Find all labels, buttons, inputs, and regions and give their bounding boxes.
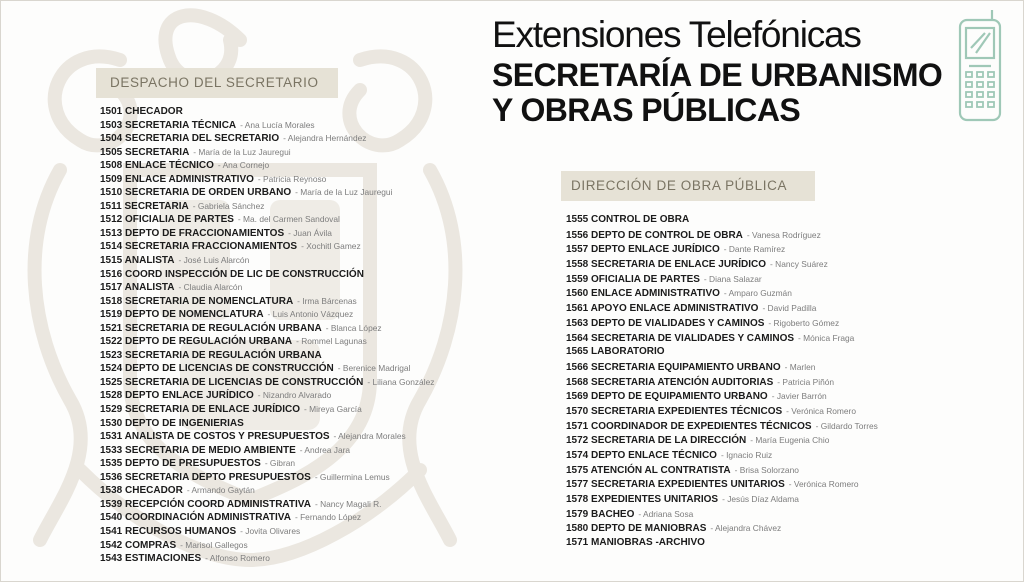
list-item [100, 295, 434, 309]
extension-label: 1578 EXPEDIENTES UNITARIOS [566, 494, 719, 506]
list-item [100, 511, 434, 525]
extension-label: 1580 DEPTO DE MANIOBRAS [566, 523, 707, 535]
contact-name: - Berenice Madrigal [337, 363, 411, 374]
list-item [100, 213, 434, 227]
contact-name: - Alejandra Hernández [283, 133, 367, 144]
extension-label: 1515 ANALISTA [100, 255, 175, 267]
extension-label: 1556 DEPTO DE CONTROL DE OBRA [566, 229, 743, 241]
extension-label: 1530 DEPTO DE INGENIERIAS [100, 417, 244, 429]
list-item [100, 444, 434, 458]
list-item [566, 316, 878, 331]
contact-name: - Marlen [784, 361, 816, 372]
contact-name: - Nizandro Alvarado [257, 390, 332, 401]
extension-label: 1509 ENLACE ADMINISTRATIVO [100, 173, 254, 185]
extension-label: 1561 APOYO ENLACE ADMINISTRATIVO [566, 303, 759, 315]
contact-name: - Ma. del Carmen Sandoval [237, 214, 340, 225]
extension-label: 1525 SECRETARIA DE LICENCIAS DE CONSTRUCCIÓN [100, 376, 364, 388]
contact-name: - Guillermina Lemus [314, 471, 390, 482]
extension-label: 1501 CHECADOR [100, 106, 183, 117]
extension-label: 1565 LABORATORIO [566, 346, 665, 358]
extension-label: 1560 ENLACE ADMINISTRATIVO [566, 288, 720, 300]
contact-name: - Alejandra Morales [333, 431, 406, 442]
extension-label: 1531 ANALISTA DE COSTOS Y PRESUPUESTOS [100, 431, 330, 443]
contact-name: - María de la Luz Jauregui [193, 146, 291, 157]
extension-label: 1541 RECURSOS HUMANOS [100, 525, 237, 537]
extension-label: 1570 SECRETARIA EXPEDIENTES TÉCNICOS [566, 405, 783, 417]
extension-label: 1542 COMPRAS [100, 539, 177, 551]
contact-name: - Dante Ramírez [723, 244, 786, 255]
contact-name: - Verónica Romero [788, 479, 859, 490]
contact-name: - Jesús Díaz Aldama [722, 494, 799, 505]
contact-name: - Gildardo Torres [815, 420, 878, 431]
contact-name: - Nancy Suárez [770, 259, 828, 270]
contact-name: - Patricia Piñón [777, 376, 835, 387]
contact-name: - Mireya García [304, 404, 362, 415]
list-item [100, 498, 434, 512]
list-item [566, 477, 878, 492]
extension-label: 1569 DEPTO DE EQUIPAMIENTO URBANO [566, 391, 768, 403]
extension-label: 1517 ANALISTA [100, 282, 175, 294]
list-item [100, 335, 434, 349]
contact-name: - Alfonso Romero [205, 553, 270, 564]
extension-label: 1564 SECRETARIA DE VIALIDADES Y CAMINOS [566, 332, 795, 344]
extension-label: 1521 SECRETARIA DE REGULACIÓN URBANA [100, 322, 322, 334]
list-item [100, 308, 434, 322]
list-item [566, 536, 878, 551]
section-title-despacho: DESPACHO DEL SECRETARIO [96, 68, 338, 98]
list-item [100, 227, 434, 241]
extension-label: 1533 SECRETARIA DE MEDIO AMBIENTE [100, 444, 296, 456]
contact-name: - Rommel Lagunas [296, 336, 367, 347]
extension-label: 1557 DEPTO ENLACE JURÍDICO [566, 244, 720, 256]
extension-label: 1571 COORDINADOR DE EXPEDIENTES TÉCNICOS [566, 420, 812, 432]
extension-label: 1514 SECRETARIA FRACCIONAMIENTOS [100, 241, 298, 253]
list-item [100, 186, 434, 200]
list-item [100, 159, 434, 173]
contact-name: - Vanesa Rodríguez [746, 229, 821, 240]
contact-name: - Verónica Romero [786, 405, 856, 416]
extension-label: 1568 SECRETARIA ATENCIÓN AUDITORIAS [566, 376, 774, 388]
extension-label: 1571 MANIOBRAS -ARCHIVO [566, 537, 705, 549]
list-item [566, 331, 878, 346]
extension-label: 1518 SECRETARIA DE NOMENCLATURA [100, 295, 294, 307]
extension-label: 1512 OFICIALIA DE PARTES [100, 214, 234, 226]
contact-name: - David Padilla [762, 303, 817, 314]
extension-label: 1536 SECRETARIA DEPTO PRESUPUESTOS [100, 471, 311, 483]
contact-name: - Jovita Olivares [240, 525, 301, 536]
list-item [566, 404, 878, 419]
extension-label: 1575 ATENCIÓN AL CONTRATISTA [566, 464, 731, 476]
extension-label: 1538 CHECADOR [100, 485, 183, 497]
list-item [566, 375, 878, 390]
contact-name: - Adriana Sosa [638, 508, 694, 519]
contact-name: - Alejandra Chávez [710, 523, 782, 534]
extension-label: 1516 COORD INSPECCIÓN DE LIC DE CONSTRUCCIÓN [100, 268, 364, 280]
contact-name: - Nancy Magali R. [314, 498, 382, 509]
contact-name: - Ana Lucía Morales [240, 119, 315, 130]
list-item [100, 362, 434, 376]
extension-label: 1574 DEPTO ENLACE TÉCNICO [566, 450, 717, 461]
extension-label: 1535 DEPTO DE PRESUPUESTOS [100, 458, 261, 470]
list-item [100, 240, 434, 254]
extension-label: 1513 DEPTO DE FRACCIONAMIENTOS [100, 227, 285, 239]
extensions-list-despacho [100, 105, 434, 566]
page-title: Extensiones Telefónicas [492, 14, 861, 55]
list-item [566, 360, 878, 375]
extension-label: 1523 SECRETARIA DE REGULACIÓN URBANA [100, 349, 322, 361]
list-item [566, 521, 878, 536]
contact-name: - Brisa Solorzano [734, 464, 799, 475]
extension-label: 1524 DEPTO DE LICENCIAS DE CONSTRUCCIÓN [100, 363, 334, 375]
list-item [100, 132, 434, 146]
mobile-phone-icon [946, 6, 1020, 126]
extension-label: 1572 SECRETARIA DE LA DIRECCIÓN [566, 435, 747, 447]
extension-label: 1540 COORDINACIÓN ADMINISTRATIVA [100, 512, 291, 524]
extensions-list-obra-publica [566, 213, 878, 551]
contact-name: - Gabriela Sánchez [192, 200, 265, 211]
list-item [100, 552, 434, 566]
extension-label: 1559 OFICIALIA DE PARTES [566, 273, 700, 285]
list-item [566, 257, 878, 272]
contact-name: - María de la Luz Jauregui [295, 187, 393, 198]
contact-name: - Marisol Gallegos [180, 539, 248, 550]
list-item [100, 417, 434, 431]
contact-name: - Blanca López [325, 322, 382, 333]
list-item [100, 254, 434, 268]
list-item [100, 376, 434, 390]
extension-label: 1508 ENLACE TÉCNICO [100, 160, 214, 172]
list-item [100, 349, 434, 363]
contact-name: - Ana Cornejo [217, 160, 270, 171]
extension-label: 1555 CONTROL DE OBRA [566, 214, 690, 225]
list-item [100, 268, 434, 282]
list-item [566, 389, 878, 404]
extension-label: 1505 SECRETARIA [100, 146, 190, 158]
contact-name: - José Luis Alarcón [178, 255, 250, 266]
list-item [100, 403, 434, 417]
list-item [566, 213, 878, 228]
contact-name: - Diana Salazar [703, 273, 762, 284]
list-item [100, 119, 434, 133]
contact-name: - Ignacio Ruiz [720, 450, 773, 460]
extension-label: 1511 SECRETARIA [100, 200, 189, 212]
section-title-obra-publica: DIRECCIÓN DE OBRA PÚBLICA [561, 171, 815, 201]
department-title-line-1: SECRETARÍA DE URBANISMO [492, 57, 943, 93]
list-item [566, 433, 878, 448]
list-item [100, 322, 434, 336]
contact-name: - Luis Antonio Vázquez [267, 309, 354, 320]
list-item [566, 419, 878, 434]
list-item [566, 448, 878, 463]
extension-label: 1566 SECRETARIA EQUIPAMIENTO URBANO [566, 361, 781, 373]
list-item [100, 484, 434, 498]
extension-label: 1510 SECRETARIA DE ORDEN URBANO [100, 187, 292, 199]
department-title-line-2: Y OBRAS PÚBLICAS [492, 92, 801, 128]
contact-name: - Patricia Reynoso [257, 173, 327, 184]
contact-name: - Andrea Jara [299, 444, 351, 455]
contact-name: - Irma Bárcenas [297, 295, 357, 306]
extension-label: 1504 SECRETARIA DEL SECRETARIO [100, 133, 280, 145]
contact-name: - Javier Barrón [771, 391, 827, 402]
contact-name: - Gibran [264, 458, 296, 469]
contact-name: - María Eugenia Chio [750, 435, 830, 446]
list-item [100, 457, 434, 471]
contact-name: - Armando Gaytán [186, 485, 255, 496]
extension-label: 1579 BACHEO [566, 508, 635, 520]
contact-name: - Mónica Fraga [798, 332, 855, 343]
list-item [566, 272, 878, 287]
contact-name: - Juan Ávila [288, 227, 332, 238]
list-item [100, 200, 434, 214]
contact-name: - Liliana González [367, 376, 435, 387]
list-item [566, 242, 878, 257]
contact-name: - Xochitl Gamez [301, 241, 361, 252]
list-item [566, 345, 878, 360]
list-item [100, 281, 434, 295]
list-item [566, 228, 878, 243]
extension-label: 1558 SECRETARIA DE ENLACE JURÍDICO [566, 259, 767, 271]
list-item [100, 146, 434, 160]
extension-label: 1528 DEPTO ENLACE JURÍDICO [100, 390, 254, 402]
extension-label: 1577 SECRETARIA EXPEDIENTES UNITARIOS [566, 479, 785, 491]
contact-name: - Fernando López [294, 512, 362, 523]
list-item [100, 430, 434, 444]
extension-label: 1503 SECRETARIA TÉCNICA [100, 119, 237, 131]
extension-label: 1539 RECEPCIÓN COORD ADMINISTRATIVA [100, 498, 311, 510]
list-item [100, 539, 434, 553]
extension-label: 1563 DEPTO DE VIALIDADES Y CAMINOS [566, 317, 765, 329]
list-item [100, 105, 434, 119]
extension-label: 1529 SECRETARIA DE ENLACE JURÍDICO [100, 404, 301, 416]
list-item [100, 471, 434, 485]
contact-name: - Claudia Alarcón [178, 282, 243, 293]
list-item [100, 525, 434, 539]
contact-name: - Amparo Guzmán [723, 288, 792, 299]
list-item [566, 492, 878, 507]
list-item [100, 173, 434, 187]
list-item [566, 507, 878, 522]
list-item [100, 389, 434, 403]
list-item [566, 463, 878, 478]
extension-label: 1543 ESTIMACIONES [100, 553, 202, 565]
department-title [492, 58, 942, 128]
contact-name: - Rigoberto Gómez [768, 317, 840, 328]
extension-label: 1522 DEPTO DE REGULACIÓN URBANA [100, 336, 293, 348]
list-item [566, 286, 878, 301]
list-item [566, 301, 878, 316]
extension-label: 1519 DEPTO DE NOMENCLATURA [100, 309, 264, 321]
